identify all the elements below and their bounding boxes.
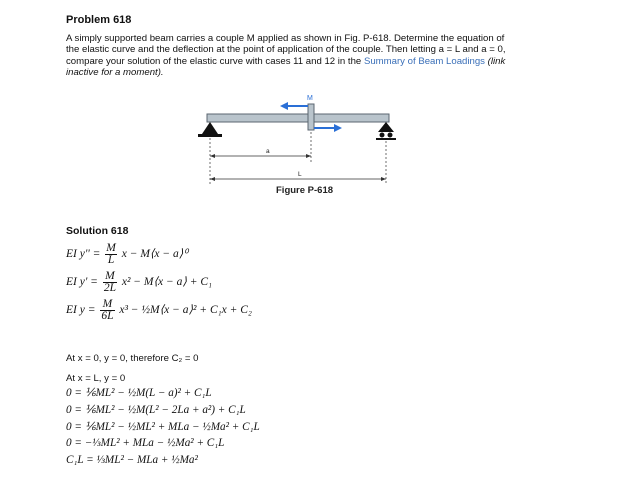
- label-a: a: [266, 148, 270, 155]
- problem-text: A simply supported beam carries a couple M applied as shown in Fig. P-618. Determine the equation of the elastic curve and the deflection at the point of application of the couple. Then letting a = L and a = 0, compare your solution of the elastic curve with cases 11 and 12 in the: [66, 33, 506, 67]
- couple-arrowhead-right: [334, 124, 342, 132]
- problem-paragraph: [66, 33, 516, 79]
- label-M: M: [307, 95, 313, 102]
- roller-base: [376, 138, 396, 140]
- step-2: 0 = ⅙ML² − ½M(L² − 2La + a²) + C₁L: [66, 404, 246, 416]
- step-3: 0 = ⅙ML² − ½ML² + MLa − ½Ma² + C₁L: [66, 421, 260, 433]
- eq2-lhs: EI y' =: [66, 276, 98, 289]
- step-1: 0 = ⅙ML² − ½M(L − a)² + C₁L: [66, 387, 212, 399]
- step-4: 0 = −⅓ML² + MLa − ½Ma² + C₁L: [66, 437, 225, 449]
- dim-arrowhead: [381, 177, 386, 181]
- eq2-den: 2L: [103, 282, 116, 294]
- eq3-num: M: [100, 299, 114, 311]
- solution-heading: Solution 618: [66, 225, 129, 237]
- pin-base: [198, 134, 222, 137]
- step-5: C₁L = ⅓ML² − MLa + ½Ma²: [66, 454, 198, 466]
- eq3-fraction: [100, 299, 114, 322]
- equation-3: [66, 299, 252, 322]
- couple-stub: [308, 104, 314, 130]
- boundary-condition-2: At x = L, y = 0: [66, 373, 126, 384]
- eq3-rest: x³ − ½M⟨x − a⟩² + C₁x + C₂: [119, 304, 252, 317]
- link-note: (link inactive for a moment).: [66, 55, 506, 79]
- dim-arrowhead: [210, 154, 215, 158]
- eq1-rest: x − M⟨x − a⟩⁰: [121, 248, 188, 261]
- problem-heading: Problem 618: [66, 14, 132, 26]
- dim-arrowhead: [306, 154, 311, 158]
- couple-arrowhead-left: [280, 102, 288, 110]
- label-L: L: [298, 171, 302, 178]
- eq1-num: M: [106, 242, 116, 254]
- eq1-fraction: [105, 243, 117, 266]
- eq3-lhs: EI y =: [66, 304, 96, 317]
- eq1-den: L: [107, 254, 115, 266]
- equation-1: [66, 243, 188, 266]
- eq2-fraction: [103, 271, 117, 294]
- beam-figure: [180, 92, 420, 184]
- pin-support: [202, 122, 218, 134]
- roller-wheel: [380, 133, 385, 138]
- dim-arrowhead: [210, 177, 215, 181]
- boundary-condition-1: At x = 0, y = 0, therefore C₂ = 0: [66, 353, 199, 364]
- roller-support: [378, 122, 394, 132]
- eq2-rest: x² − M⟨x − a⟩ + C₁: [121, 276, 213, 289]
- beam: [207, 114, 389, 122]
- eq2-num: M: [103, 271, 117, 283]
- eq1-lhs: EI y'' =: [66, 248, 101, 261]
- roller-wheel: [388, 133, 393, 138]
- figure-caption: Figure P-618: [276, 185, 334, 196]
- equation-2: [66, 271, 212, 294]
- eq3-den: 6L: [101, 310, 114, 322]
- summary-link[interactable]: Summary of Beam Loadings: [363, 55, 485, 67]
